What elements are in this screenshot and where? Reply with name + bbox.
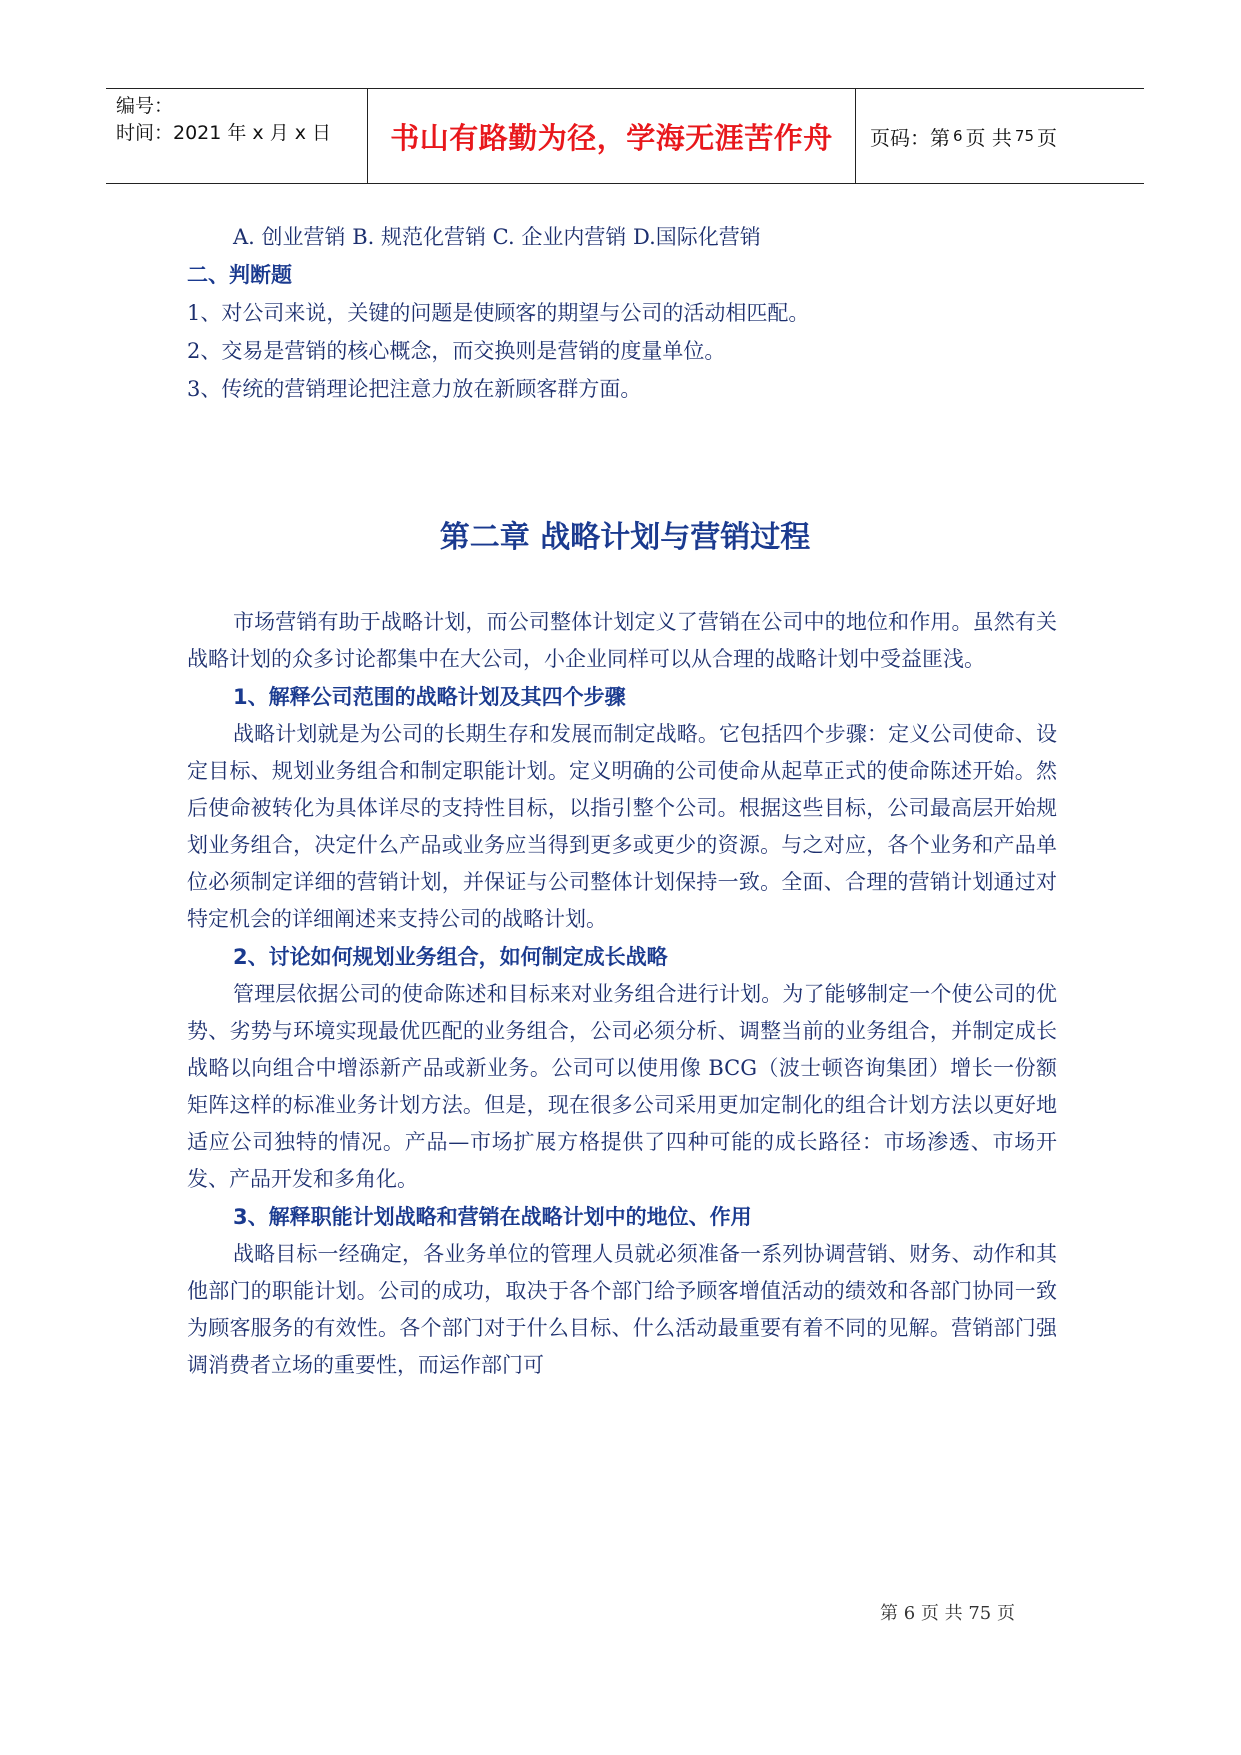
judge-item: 2、交易是营销的核心概念，而交换则是营销的度量单位。 — [187, 339, 726, 363]
page-header — [106, 88, 1144, 184]
options-line: A. 创业营销 B. 规范化营销 C. 企业内营销 D.国际化营销 — [233, 225, 761, 249]
section-paragraph: 战略计划就是为公司的长期生存和发展而制定战略。它包括四个步骤：定义公司使命、设定目标、规划业务组合和制定职能计划。定义明确的公司使命从起草正式的使命陈述开始。然后使命被转化为具体详尽的支持性目标，以指引整个公司。根据这些目标，公司最高层开始规划业务组合，决定什么产品或业务应当得到更多或更少的资源。与之对应，各个业务和产品单位必须制定详细的营销计划，并保证与公司整体计划保持一致。全面、合理的营销计划通过对特定机会的详细阐述来支持公司的战略计划。 — [187, 722, 1057, 931]
judge-item: 3、传统的营销理论把注意力放在新顾客群方面。 — [187, 377, 642, 401]
page-mid: 页 共 — [965, 125, 1012, 150]
page-footer: 第 6 页 共 75 页 — [880, 1603, 1015, 1624]
header-page-info — [856, 89, 1144, 183]
page-suffix: 页 — [1037, 125, 1057, 150]
section-paragraph: 管理层依据公司的使命陈述和目标来对业务组合进行计划。为了能够制定一个使公司的优势、劣势与环境实现最优匹配的业务组合，公司必须分析、调整当前的业务组合，并制定成长战略以向组合中增添新产品或新业务。公司可以使用像 BCG（波士顿咨询集团）增长一份额矩阵这样的标准业务计划方法。但是，现在很多公司采用更加定制化的组合计划方法以更好地适应公司独特的情况。产品—市场扩展方格提供了四种可能的成长路径：市场渗透、市场开发、产品开发和多角化。 — [187, 982, 1057, 1191]
number-label: 编号： — [116, 95, 174, 117]
section-paragraph: 战略目标一经确定，各业务单位的管理人员就必须准备一系列协调营销、财务、动作和其他部门的职能计划。公司的成功，取决于各个部门给予顾客增值活动的绩效和各部门协同一致为顾客服务的有效性。各个部门对于什么目标、什么活动最重要有着不同的见解。营销部门强调消费者立场的重要性，而运作部门可 — [187, 1242, 1057, 1377]
section-heading: 2、讨论如何规划业务组合，如何制定成长战略 — [233, 945, 668, 969]
section-heading: 1、解释公司范围的战略计划及其四个步骤 — [233, 685, 626, 709]
page-total: 75 — [1014, 127, 1034, 145]
question-block — [187, 218, 1057, 408]
page-number: 6 — [953, 127, 963, 145]
header-motto: 书山有路勤为径，学海无涯苦作舟 — [368, 89, 856, 183]
intro-paragraph: 市场营销有助于战略计划，而公司整体计划定义了营销在公司中的地位和作用。虽然有关战略计划的众多讨论都集中在大公司，小企业同样可以从合理的战略计划中受益匪浅。 — [187, 610, 1057, 671]
header-meta — [106, 89, 368, 183]
judge-title: 二、判断题 — [187, 263, 292, 287]
chapter-title: 第二章 战略计划与营销过程 — [439, 520, 811, 555]
time-label: 时间：2021 年 x 月 x 日 — [116, 122, 332, 144]
chapter-body — [187, 604, 1057, 1384]
page-prefix: 页码：第 — [870, 125, 950, 150]
judge-item: 1、对公司来说，关键的问题是使顾客的期望与公司的活动相匹配。 — [187, 301, 810, 325]
section-heading: 3、解释职能计划战略和营销在战略计划中的地位、作用 — [233, 1205, 752, 1229]
